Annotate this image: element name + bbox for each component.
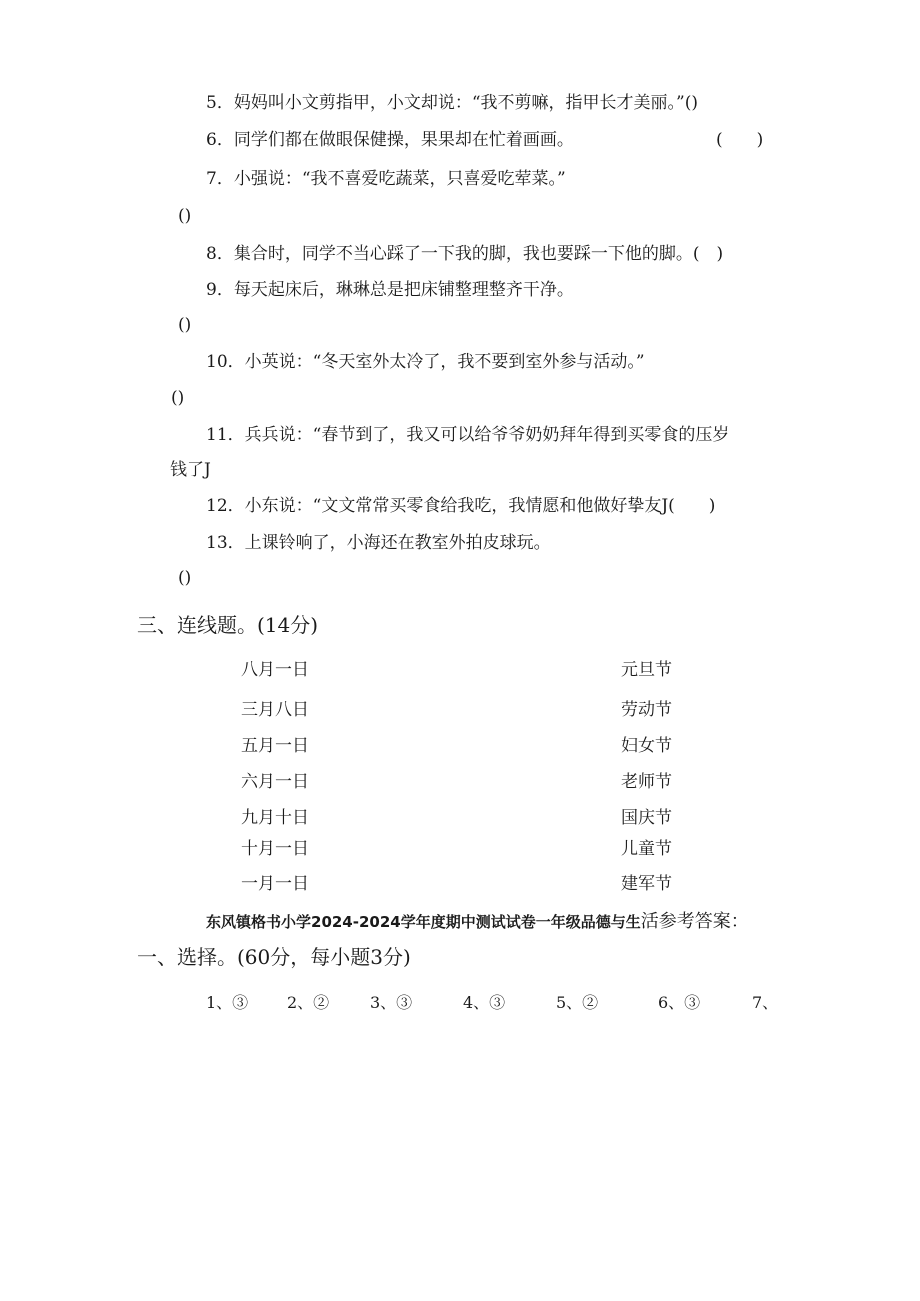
item-number: 13 bbox=[206, 533, 228, 553]
match-left-item[interactable]: 三月八日 bbox=[241, 700, 309, 720]
item-number: 9 bbox=[206, 280, 217, 300]
item-text: ．同学们都在做眼保健操，果果却在忙着画画。 bbox=[216, 130, 574, 150]
section-1-title: 一、选择。(60分，每小题3分) bbox=[137, 945, 411, 969]
match-right-item[interactable]: 劳动节 bbox=[621, 700, 672, 720]
item-number: 8 bbox=[206, 244, 217, 264]
match-left-item[interactable]: 一月一日 bbox=[241, 874, 309, 894]
answer-item: 6、③ bbox=[658, 993, 701, 1012]
answer-blank[interactable]: () bbox=[178, 315, 192, 335]
item-number: 10 bbox=[206, 352, 228, 372]
item-text: ．每天起床后，琳琳总是把床铺整理整齐干净。 bbox=[216, 280, 574, 300]
match-right-item[interactable]: 元旦节 bbox=[621, 660, 672, 680]
answer-blank[interactable]: () bbox=[171, 388, 185, 408]
answer-item: 3、③ bbox=[370, 993, 413, 1012]
item-11 bbox=[206, 424, 729, 446]
item-number: 12 bbox=[206, 496, 228, 516]
match-left-item[interactable]: 九月十日 bbox=[241, 808, 309, 828]
answer-blank[interactable]: () bbox=[178, 206, 192, 226]
item-text: ．小东说：“文文常常买零食给我吃，我情愿和他做好挚友J( ) bbox=[227, 496, 716, 516]
answer-item: 5、② bbox=[556, 993, 599, 1012]
item-12 bbox=[206, 495, 715, 517]
answer-blank[interactable]: ( ) bbox=[716, 130, 764, 150]
item-number: 7 bbox=[206, 169, 217, 189]
match-left-item[interactable]: 十月一日 bbox=[241, 839, 309, 859]
item-text: ．兵兵说：“春节到了，我又可以给爷爷奶奶拜年得到买零食的压岁 bbox=[227, 425, 730, 445]
answer-blank[interactable]: () bbox=[178, 568, 192, 588]
match-right-item[interactable]: 老师节 bbox=[621, 772, 672, 792]
match-left-item[interactable]: 五月一日 bbox=[241, 736, 309, 756]
item-7 bbox=[206, 168, 566, 190]
item-6 bbox=[206, 129, 574, 151]
item-text: ．集合时，同学不当心踩了一下我的脚，我也要踩一下他的脚。( ) bbox=[216, 244, 724, 264]
match-right-item[interactable]: 儿童节 bbox=[621, 839, 672, 859]
match-right-item[interactable]: 国庆节 bbox=[621, 808, 672, 828]
item-text: ．小强说：“我不喜爱吃蔬菜，只喜爱吃荤菜。” bbox=[216, 169, 566, 189]
match-left-item[interactable]: 八月一日 bbox=[241, 660, 309, 680]
answer-item: 7、 bbox=[752, 993, 779, 1012]
answer-item: 1、③ bbox=[206, 993, 249, 1012]
item-number: 5 bbox=[206, 93, 217, 113]
match-left-item[interactable]: 六月一日 bbox=[241, 772, 309, 792]
item-number: 11 bbox=[206, 425, 228, 445]
item-11-continuation: 钱了J bbox=[170, 460, 211, 480]
answer-item: 4、③ bbox=[463, 993, 506, 1012]
answer-key-title bbox=[206, 912, 749, 932]
item-text: ．上课铃响了，小海还在教室外拍皮球玩。 bbox=[227, 533, 551, 553]
item-5 bbox=[206, 92, 698, 114]
match-right-item[interactable]: 建军节 bbox=[621, 874, 672, 894]
item-text: ．小英说：“冬天室外太冷了，我不要到室外参与活动。” bbox=[227, 352, 645, 372]
answer-key-title-tail: 活参考答案： bbox=[640, 911, 749, 932]
item-text: ．妈妈叫小文剪指甲，小文却说：“我不剪嘛，指甲长才美丽。”() bbox=[216, 93, 698, 113]
section-3-title: 三、连线题。(14分) bbox=[137, 613, 319, 637]
item-8 bbox=[206, 243, 723, 265]
item-number: 6 bbox=[206, 130, 217, 150]
item-10 bbox=[206, 351, 645, 373]
item-9 bbox=[206, 279, 574, 301]
answer-item: 2、② bbox=[287, 993, 330, 1012]
match-right-item[interactable]: 妇女节 bbox=[621, 736, 672, 756]
item-13 bbox=[206, 532, 551, 554]
answer-key-title-main: 东风镇格书小学2024-2024学年度期中测试试卷一年级品德与生 bbox=[206, 913, 641, 931]
